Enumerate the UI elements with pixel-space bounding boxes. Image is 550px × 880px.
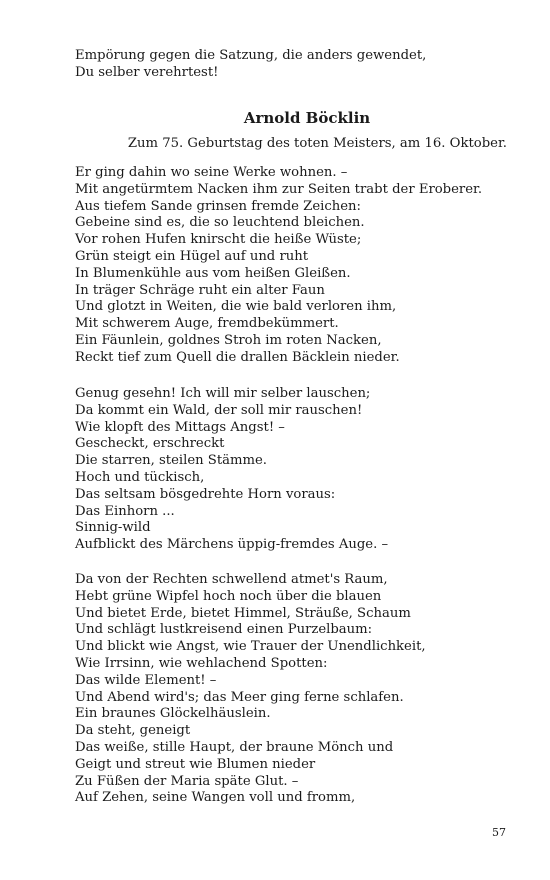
text-line: Empörung gegen die Satzung, die anders gewendet,	[75, 48, 427, 63]
verse-line: Mit angetürmtem Nacken ihm zur Seiten trabt der Eroberer.	[75, 181, 483, 197]
page-number: 57	[492, 826, 506, 839]
verse-line: Und Abend wird's; das Meer ging ferne schlafen.	[75, 689, 404, 705]
verse-line: In träger Schräge ruht ein alter Faun	[75, 282, 325, 298]
verse-line: Wie klopft des Mittags Angst! –	[75, 419, 285, 435]
verse-line: Aufblickt des Märchens üppig-fremdes Auge. –	[75, 537, 389, 553]
verse-line: Mit schwerem Auge, fremdbekümmert.	[75, 316, 339, 332]
verse-line: Geigt und streut wie Blumen nieder	[75, 756, 316, 772]
poem-dedication: Zum 75. Geburtstag des toten Meisters, am 16. Oktober.	[127, 136, 507, 151]
verse-line: Hoch und tückisch,	[75, 469, 205, 485]
verse-line: Und blickt wie Angst, wie Trauer der Unendlichkeit,	[75, 639, 426, 655]
verse-line: Die starren, steilen Stämme.	[75, 453, 268, 469]
stanza-1	[75, 165, 515, 367]
verse-line: Aus tiefem Sande grinsen fremde Zeichen:	[75, 198, 361, 214]
verse-line: Und glotzt in Weiten, die wie bald verloren ihm,	[75, 299, 397, 315]
verse-line: Grün steigt ein Hügel auf und ruht	[75, 248, 309, 264]
verse-line: Genug gesehn! Ich will mir selber lauschen;	[75, 386, 371, 401]
verse-line: Und schlägt lustkreisend einen Purzelbaum:	[75, 622, 373, 638]
verse-line: Sinnig-wild	[75, 520, 151, 536]
verse-line: Da kommt ein Wald, der soll mir rauschen!	[75, 402, 363, 418]
verse-line: Wie Irrsinn, wie wehlachend Spotten:	[75, 655, 328, 671]
verse-line: Gebeine sind es, die so leuchtend bleichen.	[75, 215, 365, 231]
verse-line: Ein Fäunlein, goldnes Stroh im roten Nacken,	[75, 332, 382, 348]
verse-line: Reckt tief zum Quell die drallen Bäcklein nieder.	[75, 349, 400, 365]
text-line: Du selber verehrtest!	[75, 64, 219, 80]
opening-lines	[75, 48, 515, 82]
verse-line: Ein braunes Glöckelhäuslein.	[75, 706, 271, 722]
verse-line: Das Einhorn ...	[75, 503, 175, 519]
verse-line: Das weiße, stille Haupt, der braune Mönch und	[75, 739, 394, 755]
verse-line: Hebt grüne Wipfel hoch noch über die blauen	[75, 588, 382, 604]
poem-title: Arnold Böcklin	[243, 109, 371, 127]
verse-line: Da von der Rechten schwellend atmet's Raum,	[75, 572, 388, 587]
verse-line: Vor rohen Hufen knirscht die heiße Wüste;	[75, 232, 362, 248]
verse-line: Zu Füßen der Maria späte Glut. –	[75, 773, 299, 789]
verse-line: Er ging dahin wo seine Werke wohnen. –	[75, 165, 348, 180]
verse-line: Und bietet Erde, bietet Himmel, Sträuße, Schaum	[75, 605, 411, 621]
stanza-3	[75, 572, 515, 807]
stanza-2	[75, 386, 515, 554]
verse-line: Auf Zehen, seine Wangen voll und fromm,	[75, 790, 356, 806]
verse-line: Gescheckt, erschreckt	[75, 436, 225, 452]
verse-line: Das wilde Element! –	[75, 672, 217, 688]
verse-line: In Blumenkühle aus vom heißen Gleißen.	[75, 265, 351, 281]
verse-line: Das seltsam bösgedrehte Horn voraus:	[75, 486, 336, 502]
verse-line: Da steht, geneigt	[75, 723, 191, 739]
